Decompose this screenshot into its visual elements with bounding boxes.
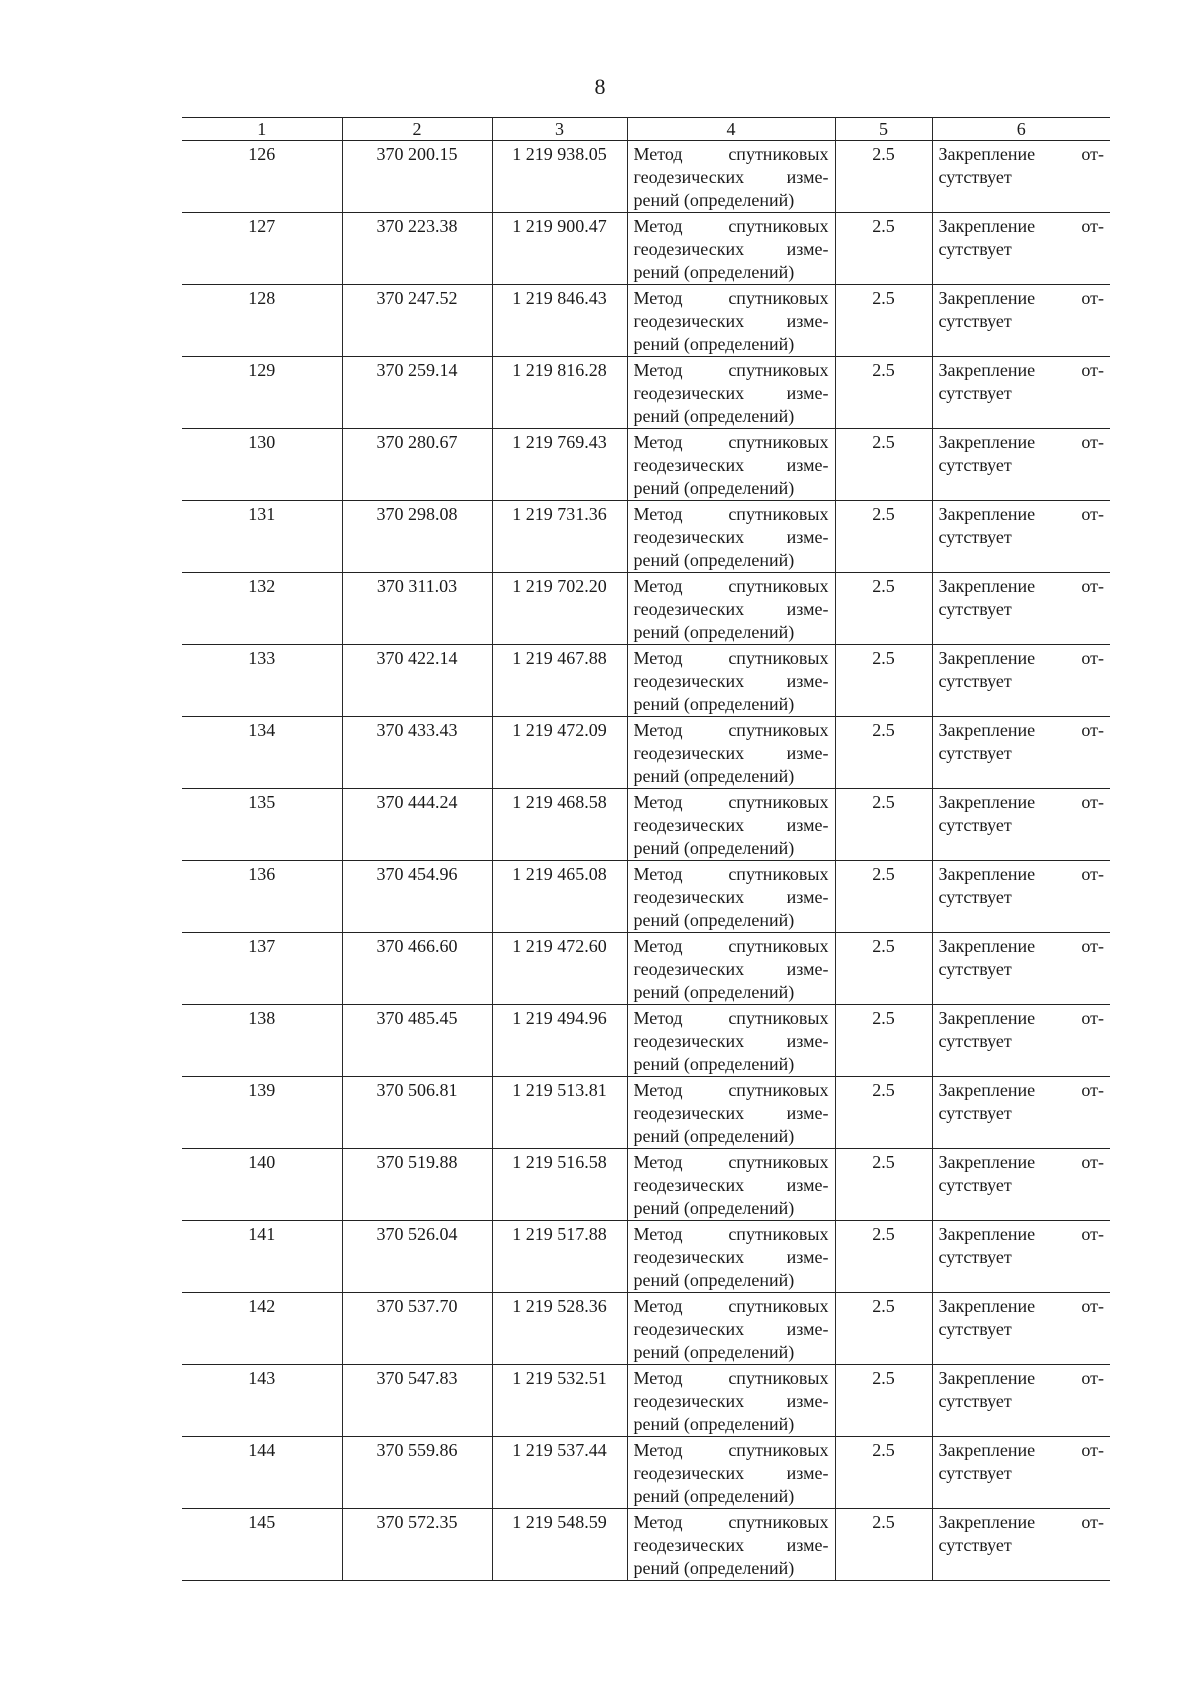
fixing-description-cell: Закрепление от-сутствует	[932, 861, 1110, 933]
y-coordinate-cell: 1 219 467.88	[492, 645, 627, 717]
y-coordinate-cell: 1 219 472.60	[492, 933, 627, 1005]
fixing-description-cell: Закрепление от-сутствует	[932, 1293, 1110, 1365]
fixing-description-cell: Закрепление от-сутствует	[932, 1509, 1110, 1581]
point-number-cell: 137	[182, 933, 342, 1005]
table-row	[182, 1077, 1110, 1149]
x-coordinate-cell: 370 506.81	[342, 1077, 492, 1149]
column-header: 6	[932, 118, 1110, 141]
fixing-description-cell: Закрепление от-сутствует	[932, 1077, 1110, 1149]
y-coordinate-cell: 1 219 532.51	[492, 1365, 627, 1437]
accuracy-cell: 2.5	[835, 573, 932, 645]
fixing-description-cell: Закрепление от-сутствует	[932, 1221, 1110, 1293]
x-coordinate-cell: 370 422.14	[342, 645, 492, 717]
method-cell: Метод спутниковых геодезических изме-рений (определений)	[627, 717, 835, 789]
accuracy-cell: 2.5	[835, 285, 932, 357]
table-row	[182, 1293, 1110, 1365]
point-number-cell: 138	[182, 1005, 342, 1077]
x-coordinate-cell: 370 519.88	[342, 1149, 492, 1221]
y-coordinate-cell: 1 219 472.09	[492, 717, 627, 789]
y-coordinate-cell: 1 219 516.58	[492, 1149, 627, 1221]
fixing-description-cell: Закрепление от-сутствует	[932, 1365, 1110, 1437]
method-cell: Метод спутниковых геодезических изме-рений (определений)	[627, 861, 835, 933]
x-coordinate-cell: 370 223.38	[342, 213, 492, 285]
table-row	[182, 717, 1110, 789]
accuracy-cell: 2.5	[835, 1221, 932, 1293]
point-number-cell: 133	[182, 645, 342, 717]
y-coordinate-cell: 1 219 517.88	[492, 1221, 627, 1293]
point-number-cell: 131	[182, 501, 342, 573]
y-coordinate-cell: 1 219 938.05	[492, 141, 627, 213]
point-number-cell: 139	[182, 1077, 342, 1149]
point-number-cell: 129	[182, 357, 342, 429]
table-row	[182, 1365, 1110, 1437]
method-cell: Метод спутниковых геодезических изме-рений (определений)	[627, 501, 835, 573]
accuracy-cell: 2.5	[835, 1077, 932, 1149]
accuracy-cell: 2.5	[835, 357, 932, 429]
y-coordinate-cell: 1 219 731.36	[492, 501, 627, 573]
accuracy-cell: 2.5	[835, 933, 932, 1005]
method-cell: Метод спутниковых геодезических изме-рений (определений)	[627, 1005, 835, 1077]
fixing-description-cell: Закрепление от-сутствует	[932, 1149, 1110, 1221]
table-row	[182, 1509, 1110, 1581]
point-number-cell: 142	[182, 1293, 342, 1365]
table-header-row	[182, 118, 1110, 141]
table-row	[182, 645, 1110, 717]
method-cell: Метод спутниковых геодезических изме-рений (определений)	[627, 1149, 835, 1221]
table-row	[182, 501, 1110, 573]
page-number: 8	[594, 74, 606, 99]
accuracy-cell: 2.5	[835, 861, 932, 933]
y-coordinate-cell: 1 219 494.96	[492, 1005, 627, 1077]
accuracy-cell: 2.5	[835, 141, 932, 213]
column-header: 3	[492, 118, 627, 141]
method-cell: Метод спутниковых геодезических изме-рений (определений)	[627, 285, 835, 357]
table-row	[182, 141, 1110, 213]
method-cell: Метод спутниковых геодезических изме-рений (определений)	[627, 213, 835, 285]
y-coordinate-cell: 1 219 465.08	[492, 861, 627, 933]
x-coordinate-cell: 370 311.03	[342, 573, 492, 645]
table-row	[182, 1149, 1110, 1221]
coordinates-table	[182, 117, 1110, 1581]
fixing-description-cell: Закрепление от-сутствует	[932, 501, 1110, 573]
accuracy-cell: 2.5	[835, 501, 932, 573]
method-cell: Метод спутниковых геодезических изме-рений (определений)	[627, 645, 835, 717]
point-number-cell: 130	[182, 429, 342, 501]
table-row	[182, 429, 1110, 501]
fixing-description-cell: Закрепление от-сутствует	[932, 1005, 1110, 1077]
table-row	[182, 1437, 1110, 1509]
fixing-description-cell: Закрепление от-сутствует	[932, 429, 1110, 501]
y-coordinate-cell: 1 219 513.81	[492, 1077, 627, 1149]
point-number-cell: 141	[182, 1221, 342, 1293]
table-row	[182, 213, 1110, 285]
x-coordinate-cell: 370 259.14	[342, 357, 492, 429]
x-coordinate-cell: 370 454.96	[342, 861, 492, 933]
x-coordinate-cell: 370 526.04	[342, 1221, 492, 1293]
accuracy-cell: 2.5	[835, 213, 932, 285]
table-row	[182, 1005, 1110, 1077]
method-cell: Метод спутниковых геодезических изме-рений (определений)	[627, 1509, 835, 1581]
method-cell: Метод спутниковых геодезических изме-рений (определений)	[627, 429, 835, 501]
column-header: 4	[627, 118, 835, 141]
y-coordinate-cell: 1 219 900.47	[492, 213, 627, 285]
point-number-cell: 145	[182, 1509, 342, 1581]
fixing-description-cell: Закрепление от-сутствует	[932, 933, 1110, 1005]
fixing-description-cell: Закрепление от-сутствует	[932, 285, 1110, 357]
fixing-description-cell: Закрепление от-сутствует	[932, 573, 1110, 645]
accuracy-cell: 2.5	[835, 1365, 932, 1437]
fixing-description-cell: Закрепление от-сутствует	[932, 717, 1110, 789]
fixing-description-cell: Закрепление от-сутствует	[932, 357, 1110, 429]
y-coordinate-cell: 1 219 528.36	[492, 1293, 627, 1365]
fixing-description-cell: Закрепление от-сутствует	[932, 1437, 1110, 1509]
x-coordinate-cell: 370 444.24	[342, 789, 492, 861]
accuracy-cell: 2.5	[835, 717, 932, 789]
point-number-cell: 132	[182, 573, 342, 645]
accuracy-cell: 2.5	[835, 1293, 932, 1365]
table-row	[182, 357, 1110, 429]
point-number-cell: 134	[182, 717, 342, 789]
method-cell: Метод спутниковых геодезических изме-рений (определений)	[627, 141, 835, 213]
x-coordinate-cell: 370 466.60	[342, 933, 492, 1005]
table-row	[182, 285, 1110, 357]
column-header: 1	[182, 118, 342, 141]
point-number-cell: 126	[182, 141, 342, 213]
method-cell: Метод спутниковых геодезических изме-рений (определений)	[627, 1293, 835, 1365]
point-number-cell: 135	[182, 789, 342, 861]
x-coordinate-cell: 370 572.35	[342, 1509, 492, 1581]
method-cell: Метод спутниковых геодезических изме-рений (определений)	[627, 933, 835, 1005]
x-coordinate-cell: 370 485.45	[342, 1005, 492, 1077]
method-cell: Метод спутниковых геодезических изме-рений (определений)	[627, 573, 835, 645]
fixing-description-cell: Закрепление от-сутствует	[932, 789, 1110, 861]
y-coordinate-cell: 1 219 468.58	[492, 789, 627, 861]
point-number-cell: 127	[182, 213, 342, 285]
fixing-description-cell: Закрепление от-сутствует	[932, 645, 1110, 717]
y-coordinate-cell: 1 219 702.20	[492, 573, 627, 645]
method-cell: Метод спутниковых геодезических изме-рений (определений)	[627, 1437, 835, 1509]
accuracy-cell: 2.5	[835, 1509, 932, 1581]
table-row	[182, 573, 1110, 645]
accuracy-cell: 2.5	[835, 1005, 932, 1077]
method-cell: Метод спутниковых геодезических изме-рений (определений)	[627, 357, 835, 429]
table-body	[182, 141, 1110, 1581]
accuracy-cell: 2.5	[835, 1437, 932, 1509]
x-coordinate-cell: 370 433.43	[342, 717, 492, 789]
x-coordinate-cell: 370 547.83	[342, 1365, 492, 1437]
fixing-description-cell: Закрепление от-сутствует	[932, 213, 1110, 285]
table-row	[182, 1221, 1110, 1293]
method-cell: Метод спутниковых геодезических изме-рений (определений)	[627, 1077, 835, 1149]
accuracy-cell: 2.5	[835, 789, 932, 861]
method-cell: Метод спутниковых геодезических изме-рений (определений)	[627, 1365, 835, 1437]
fixing-description-cell: Закрепление от-сутствует	[932, 141, 1110, 213]
y-coordinate-cell: 1 219 537.44	[492, 1437, 627, 1509]
y-coordinate-cell: 1 219 816.28	[492, 357, 627, 429]
x-coordinate-cell: 370 559.86	[342, 1437, 492, 1509]
point-number-cell: 136	[182, 861, 342, 933]
x-coordinate-cell: 370 247.52	[342, 285, 492, 357]
x-coordinate-cell: 370 537.70	[342, 1293, 492, 1365]
method-cell: Метод спутниковых геодезических изме-рений (определений)	[627, 789, 835, 861]
accuracy-cell: 2.5	[835, 1149, 932, 1221]
point-number-cell: 144	[182, 1437, 342, 1509]
x-coordinate-cell: 370 298.08	[342, 501, 492, 573]
table-row	[182, 933, 1110, 1005]
point-number-cell: 140	[182, 1149, 342, 1221]
y-coordinate-cell: 1 219 769.43	[492, 429, 627, 501]
table-row	[182, 789, 1110, 861]
accuracy-cell: 2.5	[835, 645, 932, 717]
method-cell: Метод спутниковых геодезических изме-рений (определений)	[627, 1221, 835, 1293]
column-header: 2	[342, 118, 492, 141]
point-number-cell: 143	[182, 1365, 342, 1437]
accuracy-cell: 2.5	[835, 429, 932, 501]
table-row	[182, 861, 1110, 933]
point-number-cell: 128	[182, 285, 342, 357]
x-coordinate-cell: 370 280.67	[342, 429, 492, 501]
x-coordinate-cell: 370 200.15	[342, 141, 492, 213]
y-coordinate-cell: 1 219 846.43	[492, 285, 627, 357]
y-coordinate-cell: 1 219 548.59	[492, 1509, 627, 1581]
column-header: 5	[835, 118, 932, 141]
